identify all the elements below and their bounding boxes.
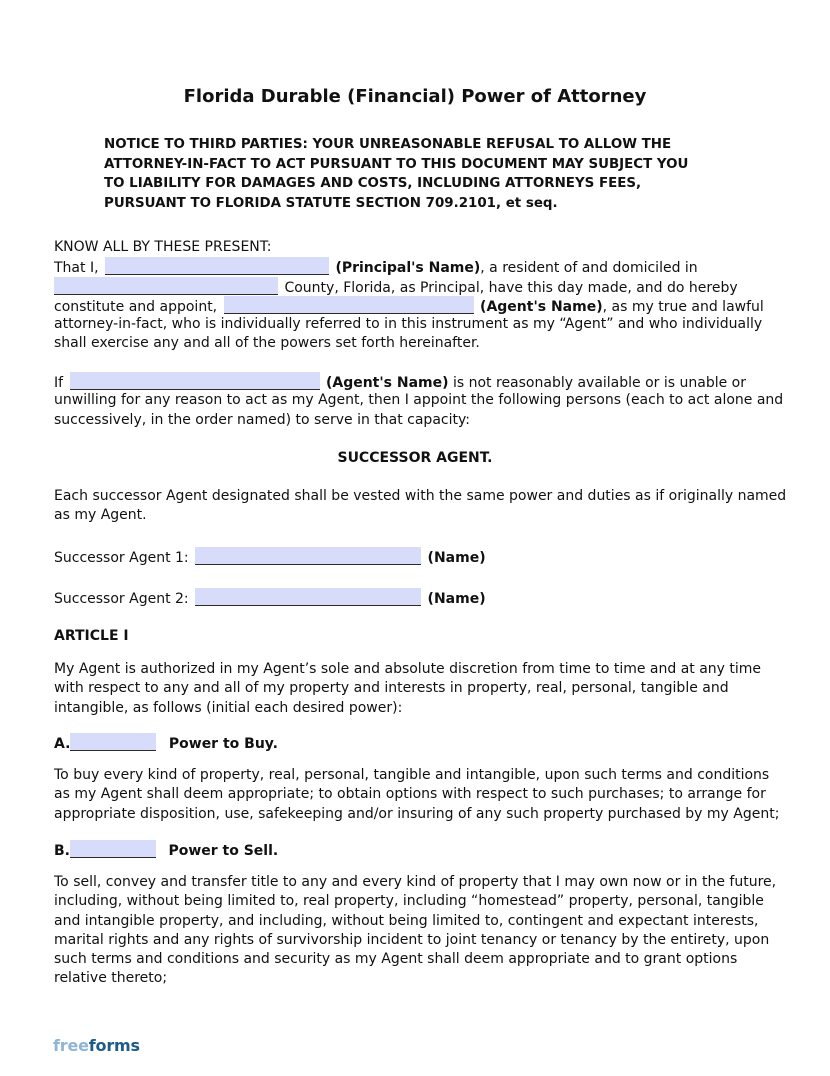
intro-text: , as my true and lawful bbox=[602, 298, 764, 315]
power-b-line: including, without being limited to, real property, including “homestead” property, personal, tangible bbox=[54, 893, 764, 910]
article-heading: ARTICLE I bbox=[54, 628, 129, 644]
alternate-agent-name-field[interactable] bbox=[70, 372, 320, 390]
notice-to-third-parties bbox=[104, 135, 744, 213]
logo-forms: forms bbox=[88, 1036, 140, 1055]
power-b-line: such terms and conditions and security as my Agent shall deem appropriate and to grant options bbox=[54, 951, 738, 968]
alternate-agent-label: (Agent's Name) bbox=[325, 375, 449, 391]
notice-line: ATTORNEY-IN-FACT TO ACT PURSUANT TO THIS DOCUMENT MAY SUBJECT YOU bbox=[104, 156, 689, 172]
agent-name-field[interactable] bbox=[224, 296, 474, 314]
intro-line-1 bbox=[54, 257, 784, 276]
intro-line-3 bbox=[54, 296, 784, 315]
notice-line: TO LIABILITY FOR DAMAGES AND COSTS, INCLUDING ATTORNEYS FEES, bbox=[104, 176, 642, 191]
successor-agent-heading: SUCCESSOR AGENT. bbox=[337, 450, 493, 466]
successor-agent-2-label: Successor Agent 2: bbox=[54, 591, 189, 607]
document-title: Florida Durable (Financial) Power of Attorney bbox=[183, 86, 647, 107]
intro-line-2 bbox=[54, 277, 784, 296]
intro-text: That I, bbox=[54, 260, 99, 277]
successor-line-2: as my Agent. bbox=[54, 507, 147, 524]
logo-free: free bbox=[53, 1036, 89, 1055]
power-a-line: appropriate disposition, use, safekeeping and/or insuring of any such property purchased by my Agent; bbox=[54, 805, 780, 822]
intro-text: , a resident of and domiciled in bbox=[480, 260, 698, 277]
freeforms-logo bbox=[53, 1036, 140, 1055]
power-a-line: To buy every kind of property, real, personal, tangible and intangible, upon such terms and conditions bbox=[54, 767, 770, 783]
principal-name-field[interactable] bbox=[105, 257, 329, 275]
if-text: If bbox=[54, 375, 64, 391]
power-b-paragraph bbox=[54, 873, 784, 989]
successor-agent-2-line bbox=[54, 588, 784, 607]
successor-agent-1-line bbox=[54, 547, 784, 566]
intro-paragraph bbox=[54, 238, 784, 354]
power-b-letter: B. bbox=[54, 843, 70, 859]
successor-agent-2-suffix: (Name) bbox=[427, 591, 486, 607]
power-a-heading-line bbox=[54, 733, 784, 752]
successor-agent-2-field[interactable] bbox=[195, 588, 421, 606]
power-b-line: and intangible property, and including, without being limited to, contingent and expectant interests, bbox=[54, 912, 759, 929]
power-b-title: Power to Sell. bbox=[168, 843, 279, 859]
power-b-line: marital rights and any rights of survivorship incident to joint tenancy or tenancy by the entirety, upon bbox=[54, 931, 770, 948]
power-b-line: relative thereto; bbox=[54, 970, 168, 987]
successor-agent-1-row bbox=[54, 547, 784, 566]
intro-text: constitute and appoint, bbox=[54, 298, 218, 315]
successor-agent-1-suffix: (Name) bbox=[427, 550, 486, 566]
notice-line: PURSUANT TO FLORIDA STATUTE SECTION 709.2101, et seq. bbox=[104, 195, 558, 211]
if-line-3: successively, in the order named) to serve in that capacity: bbox=[54, 411, 470, 428]
power-a-line: as my Agent shall deem appropriate; to obtain options with respect to such purchases; to arrange for bbox=[54, 786, 766, 803]
county-field[interactable] bbox=[54, 277, 278, 295]
if-text: is not reasonably available or is unable or bbox=[452, 375, 746, 391]
article-line-2: with respect to any and all of my property and interests in property, real, personal, tangible and bbox=[54, 680, 729, 697]
intro-line-4: attorney-in-fact, who is individually referred to in this instrument as my “Agent” and who individually bbox=[54, 316, 763, 333]
alternate-agent-paragraph bbox=[54, 372, 784, 430]
power-a-title: Power to Buy. bbox=[168, 736, 278, 752]
power-b-initial-field[interactable] bbox=[70, 840, 156, 858]
power-b-line: To sell, convey and transfer title to any and every kind of property that I may own now or in the future, bbox=[54, 874, 777, 890]
article-line-3: intangible, as follows (initial each desired power): bbox=[54, 699, 403, 716]
agent-name-label: (Agent's Name) bbox=[480, 298, 603, 315]
successor-agent-1-label: Successor Agent 1: bbox=[54, 550, 189, 566]
if-line-2: unwilling for any reason to act as my Agent, then I appoint the following persons (each to act alone and bbox=[54, 392, 784, 409]
power-a-paragraph bbox=[54, 766, 784, 824]
power-a-heading bbox=[54, 733, 784, 752]
successor-agent-1-field[interactable] bbox=[195, 547, 421, 565]
power-a-letter: A. bbox=[54, 736, 71, 752]
power-a-initial-field[interactable] bbox=[70, 733, 156, 751]
power-b-heading bbox=[54, 840, 784, 859]
successor-agent-2-row bbox=[54, 588, 784, 607]
successor-line-1: Each successor Agent designated shall be vested with the same power and duties as if originally named bbox=[54, 488, 787, 504]
intro-heading: KNOW ALL BY THESE PRESENT: bbox=[54, 239, 272, 255]
article-paragraph bbox=[54, 660, 784, 718]
successor-paragraph bbox=[54, 487, 787, 526]
intro-text: County, Florida, as Principal, have this day made, and do hereby bbox=[284, 279, 738, 296]
if-line-1 bbox=[54, 372, 784, 391]
power-b-heading-line bbox=[54, 840, 784, 859]
notice-line: NOTICE TO THIRD PARTIES: YOUR UNREASONABLE REFUSAL TO ALLOW THE bbox=[104, 137, 672, 152]
intro-line-5: shall exercise any and all of the powers set forth hereinafter. bbox=[54, 335, 480, 352]
article-line-1: My Agent is authorized in my Agent’s sole and absolute discretion from time to time and at any time bbox=[54, 661, 762, 677]
principal-name-label: (Principal's Name) bbox=[335, 260, 481, 277]
